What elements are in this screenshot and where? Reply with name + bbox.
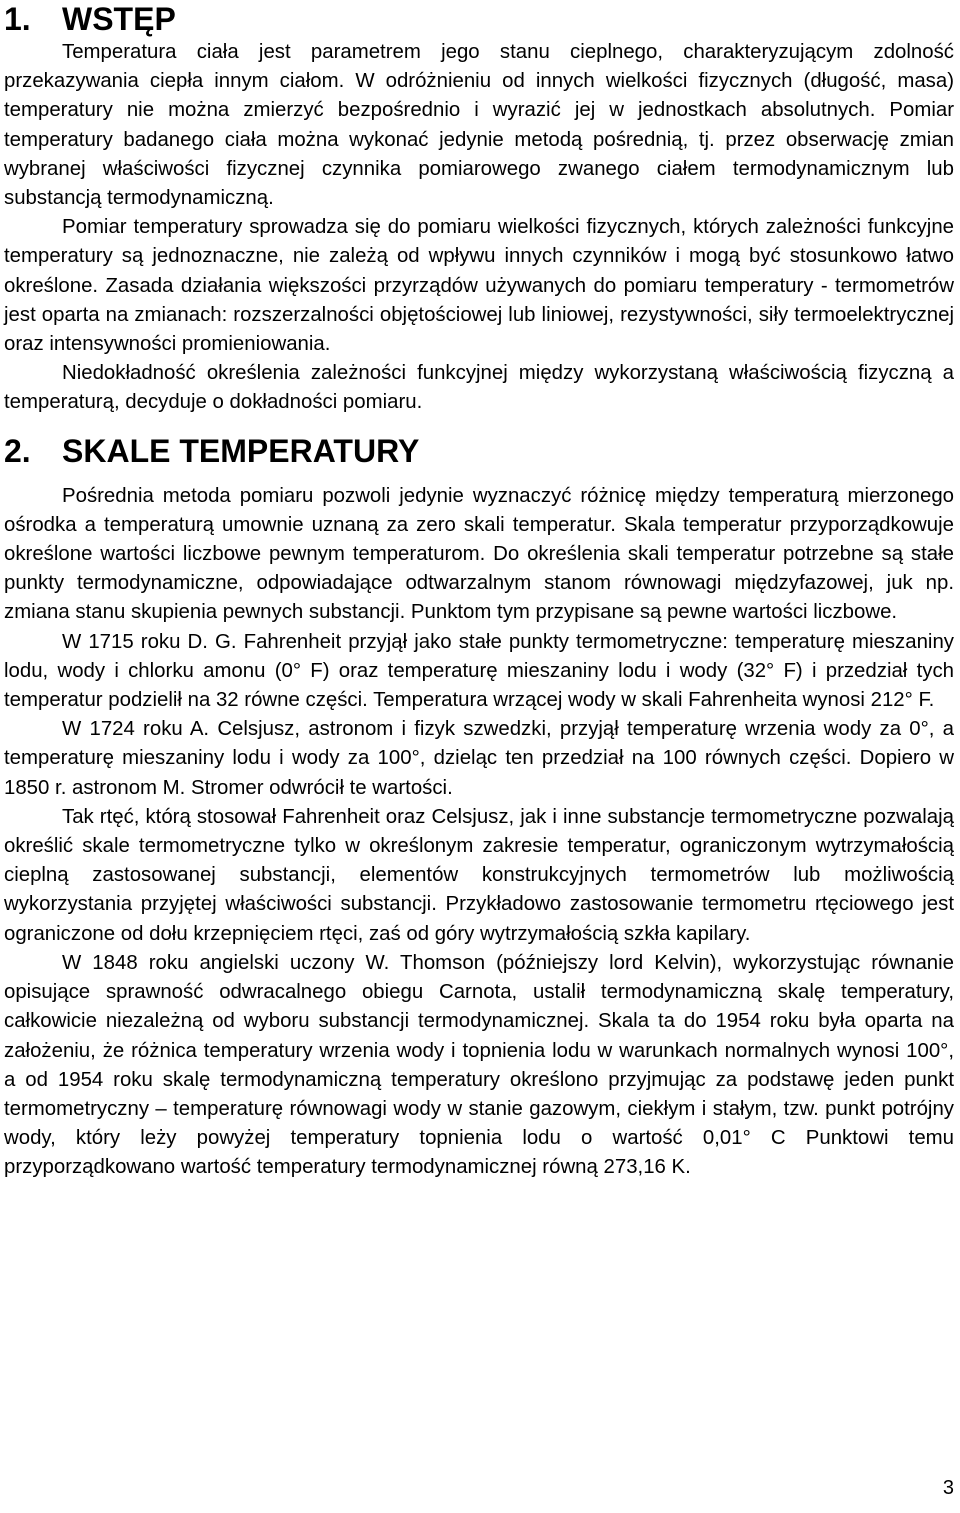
paragraph: Tak rtęć, którą stosował Fahrenheit oraz Celsjusz, jak i inne substancje termometryczne pozwalają określić skale termometryczne tylko w określonym zakresie temperatur, ograniczonym wytrzymałością cieplną zastosowanej substancji, elementów konstrukcyjnych termometrów lub możliwością wykorzystania przyjętej właściwości substancji. Przykładowo zastosowanie termometru rtęciowego jest ograniczone od dołu krzepnięciem rtęci, zaś od góry wytrzymałością szkła kapilary. [4,805,954,945]
paragraph: W 1715 roku D. G. Fahrenheit przyjął jako stałe punkty termometryczne: temperaturę mieszaniny lodu, wody i chlorku amonu (0° F) oraz temperaturę mieszaniny lodu i wody (32° F) i przedział tych temperatur podzielił na 32 równe części. Temperatura wrzącej wody w skali Fahrenheita wynosi 212° F. [4,630,954,712]
section-skale-temperatury [4,432,954,1183]
page-number: 3 [942,1477,954,1499]
section-number: 1. [4,1,31,37]
section-number: 2. [4,432,31,469]
section-heading [4,432,954,470]
paragraph: Niedokładność określenia zależności funkcyjnej między wykorzystaną właściwością fizyczną a temperaturą, decyduje o dokładności pomiaru. [4,362,954,414]
section-title: WSTĘP [62,1,176,37]
paragraph: W 1848 roku angielski uczony W. Thomson (późniejszy lord Kelvin), wykorzystując równanie opisujące sprawność odwracalnego obiegu Carnota, ustalił termodynamiczną skalę temperatury, całkowicie niezależną od wyboru substancji termodynamicznej. Skala ta do 1954 roku była oparta na założeniu, że różnica temperatury wrzenia wody i topnienia lodu w warunkach normalnych wynosi 100°, a od 1954 roku skalę termodynamiczną temperatury określono przyjmując za podstawę jeden punkt termometryczny – temperaturę równowagi wody w stanie gazowym, ciekłym i stałym, tzw. punkt potrójny wody, który leży powyżej temperatury topnienia lodu o wartość 0,01° C Punktowi temu przyporządkowano wartość temperatury termodynamicznej równą 273,16 K. [4,951,954,1179]
section-title: SKALE TEMPERATURY [62,432,420,469]
section-heading [4,0,954,38]
paragraph: Pośrednia metoda pomiaru pozwoli jedynie wyznaczyć różnicę między temperaturą mierzonego ośrodka a temperaturą umownie uznaną za zero skali temperatur. Skala temperatur przyporządkowuje określone wartości liczbowe pewnym temperaturom. Do określenia skali temperatur potrzebne są stałe punkty termodynamiczne, odpowiadające odtwarzalnym stanom równowagi międzyfazowej, juk np. zmiana stanu skupienia pewnych substancji. Punktom tym przypisane są pewne wartości liczbowe. [4,484,954,624]
paragraph: Pomiar temperatury sprowadza się do pomiaru wielkości fizycznych, których zależności funkcyjne temperatury są jednoznaczne, nie zależą od wpływu innych czynników i mogą być stosunkowo łatwo określone. Zasada działania większości przyrządów używanych do pomiaru temperatury - termometrów jest oparta na zmianach: rozszerzalności objętościowej lub liniowej, rezystywności, siły termoelektrycznej oraz intensywności promieniowania. [4,216,954,356]
paragraph: Temperatura ciała jest parametrem jego stanu cieplnego, charakteryzującym zdolność przekazywania ciepła innym ciałom. W odróżnieniu od innych wielkości fizycznych (długość, masa) temperatury nie można zmierzyć bezpośrednio i wyrazić jej w jednostkach absolutnych. Pomiar temperatury badanego ciała można wykonać jedynie metodą pośrednią, tj. przez obserwację zmian wybranej właściwości fizycznej czynnika pomiarowego zwanego ciałem termodynamicznym lub substancją termodynamiczną. [4,41,954,210]
section-wstep [4,0,954,418]
paragraph: W 1724 roku A. Celsjusz, astronom i fizyk szwedzki, przyjął temperaturę wrzenia wody za 0°, a temperaturę mieszaniny lodu i wody za 100°, dzieląc ten przedział na 100 równych części. Dopiero w 1850 r. astronom M. Stromer odwrócił te wartości. [4,718,954,799]
